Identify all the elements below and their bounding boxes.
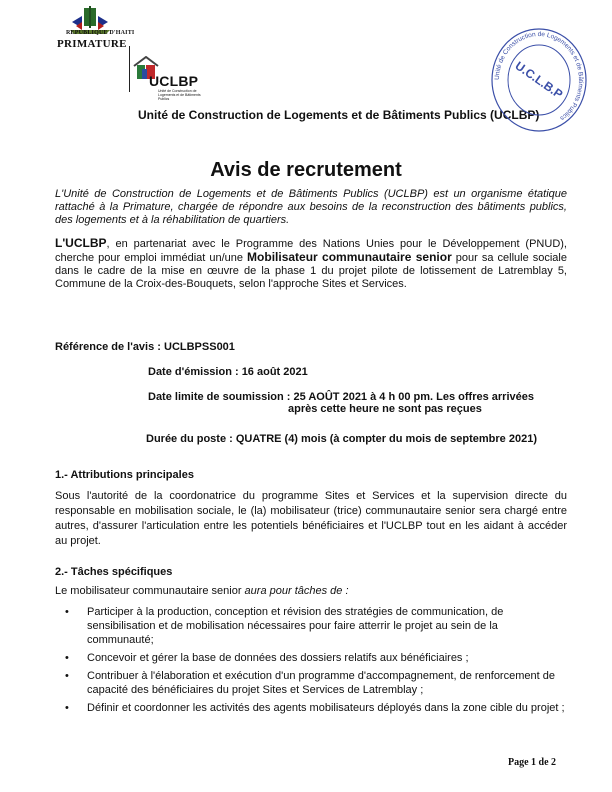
uclbp-logo-subtitle: Unité de Construction de Logements et de Bâtiments Publics <box>158 89 201 101</box>
uclbp-logo-text: UCLBP <box>149 73 199 89</box>
page-title: Avis de recrutement <box>210 159 402 181</box>
notice-reference: Référence de l'avis : UCLBPSS001 <box>55 341 235 353</box>
page-number: Page 1 de 2 <box>508 757 557 768</box>
list-item <box>65 605 565 647</box>
task-text: Définir et coordonner les activités des agents mobilisateurs déployés dans la zone cible du projet ; <box>87 702 565 714</box>
stamp-inner-text: U.C.L.B.P <box>512 58 566 102</box>
section-1-text: Sous l'autorité de la coordonatrice du programme Sites et Services et la supervision directe du responsable en mobilisation sociale, le (la) mobilisateur (trice) communautaire senior sera chargé entre autres, d'assurer l'articulation entre les potentiels bénéficiaires et l'UCLBP tout en les aidant à accéder au projet. <box>55 490 567 547</box>
uclbp-lead: L'UCLBP <box>55 236 107 250</box>
position-title: Mobilisateur communautaire senior <box>247 250 452 264</box>
task-list <box>65 605 565 719</box>
republic-label: REPUBLIQUE D'HAITI <box>66 30 135 36</box>
section-2-intro <box>55 585 349 597</box>
coat-of-arms-icon <box>62 4 118 42</box>
recruitment-paragraph <box>55 237 567 291</box>
recruitment-text-1: , en partenariat avec le Programme des Nations Unies pour le Développement (PNUD), cherche pour emploi immédiat un/une <box>55 238 567 264</box>
bullet-icon: • <box>65 670 69 682</box>
task-text: Contribuer à l'élaboration et exécution d'un programme d'accompagnement, de renforcement de capacité des bénéficiaires du projet Sites et Services de Latremblay ; <box>87 670 555 696</box>
recruitment-text-2: pour sa cellule sociale dans le cadre de la mise en œuvre de la phase 1 du projet pilote de lotissement de Latremblay 5, Commune de la Croix-des-Bouquets, selon l'approche Sites et Services. <box>55 252 567 290</box>
task-text: Participer à la production, conception et révision des stratégies de communication, de sensibilisation et de mobilisation nécessaires pour faire atterrir le projet au sein de la communauté; <box>87 606 504 646</box>
section-2-intro-plain: Le mobilisateur communautaire senior <box>55 585 245 597</box>
section-2-heading: 2.- Tâches spécifiques <box>55 566 173 578</box>
section-1-heading: 1.- Attributions principales <box>55 469 194 481</box>
bullet-icon: • <box>65 652 69 664</box>
section-2-intro-italic: aura pour tâches de : <box>244 585 349 597</box>
issue-date: Date d'émission : 16 août 2021 <box>148 366 308 378</box>
submission-deadline <box>148 391 568 415</box>
deadline-line-1: Date limite de soumission : 25 AOÛT 2021 à 4 h 00 pm. Les offres arrivées <box>148 391 534 403</box>
organization-name: Unité de Construction de Logements et de Bâtiments Publics (UCLBP) <box>138 108 540 122</box>
list-item <box>65 701 565 715</box>
header-divider <box>129 46 130 92</box>
task-text: Concevoir et gérer la base de données des dossiers relatifs aux bénéficiaires ; <box>87 652 469 664</box>
official-stamp <box>488 24 590 136</box>
intro-paragraph: L'Unité de Construction de Logements et de Bâtiments Publics (UCLBP) est un organisme étatique rattaché à la Primature, chargée de répondre aux besoins de la reconstruction des bâtiments publics, des logements et à la réhabilitation de quartiers. <box>55 188 567 226</box>
bullet-icon: • <box>65 606 69 618</box>
stamp-outer-text: Unité de Construction de Logements et de Bâtiments Publics <box>493 30 585 122</box>
primature-label: PRIMATURE <box>57 38 127 50</box>
list-item <box>65 669 565 697</box>
bullet-icon: • <box>65 702 69 714</box>
position-duration: Durée du poste : QUATRE (4) mois (à compter du mois de septembre 2021) <box>146 433 537 445</box>
deadline-line-2: après cette heure ne sont pas reçues <box>288 403 482 415</box>
list-item <box>65 651 565 665</box>
